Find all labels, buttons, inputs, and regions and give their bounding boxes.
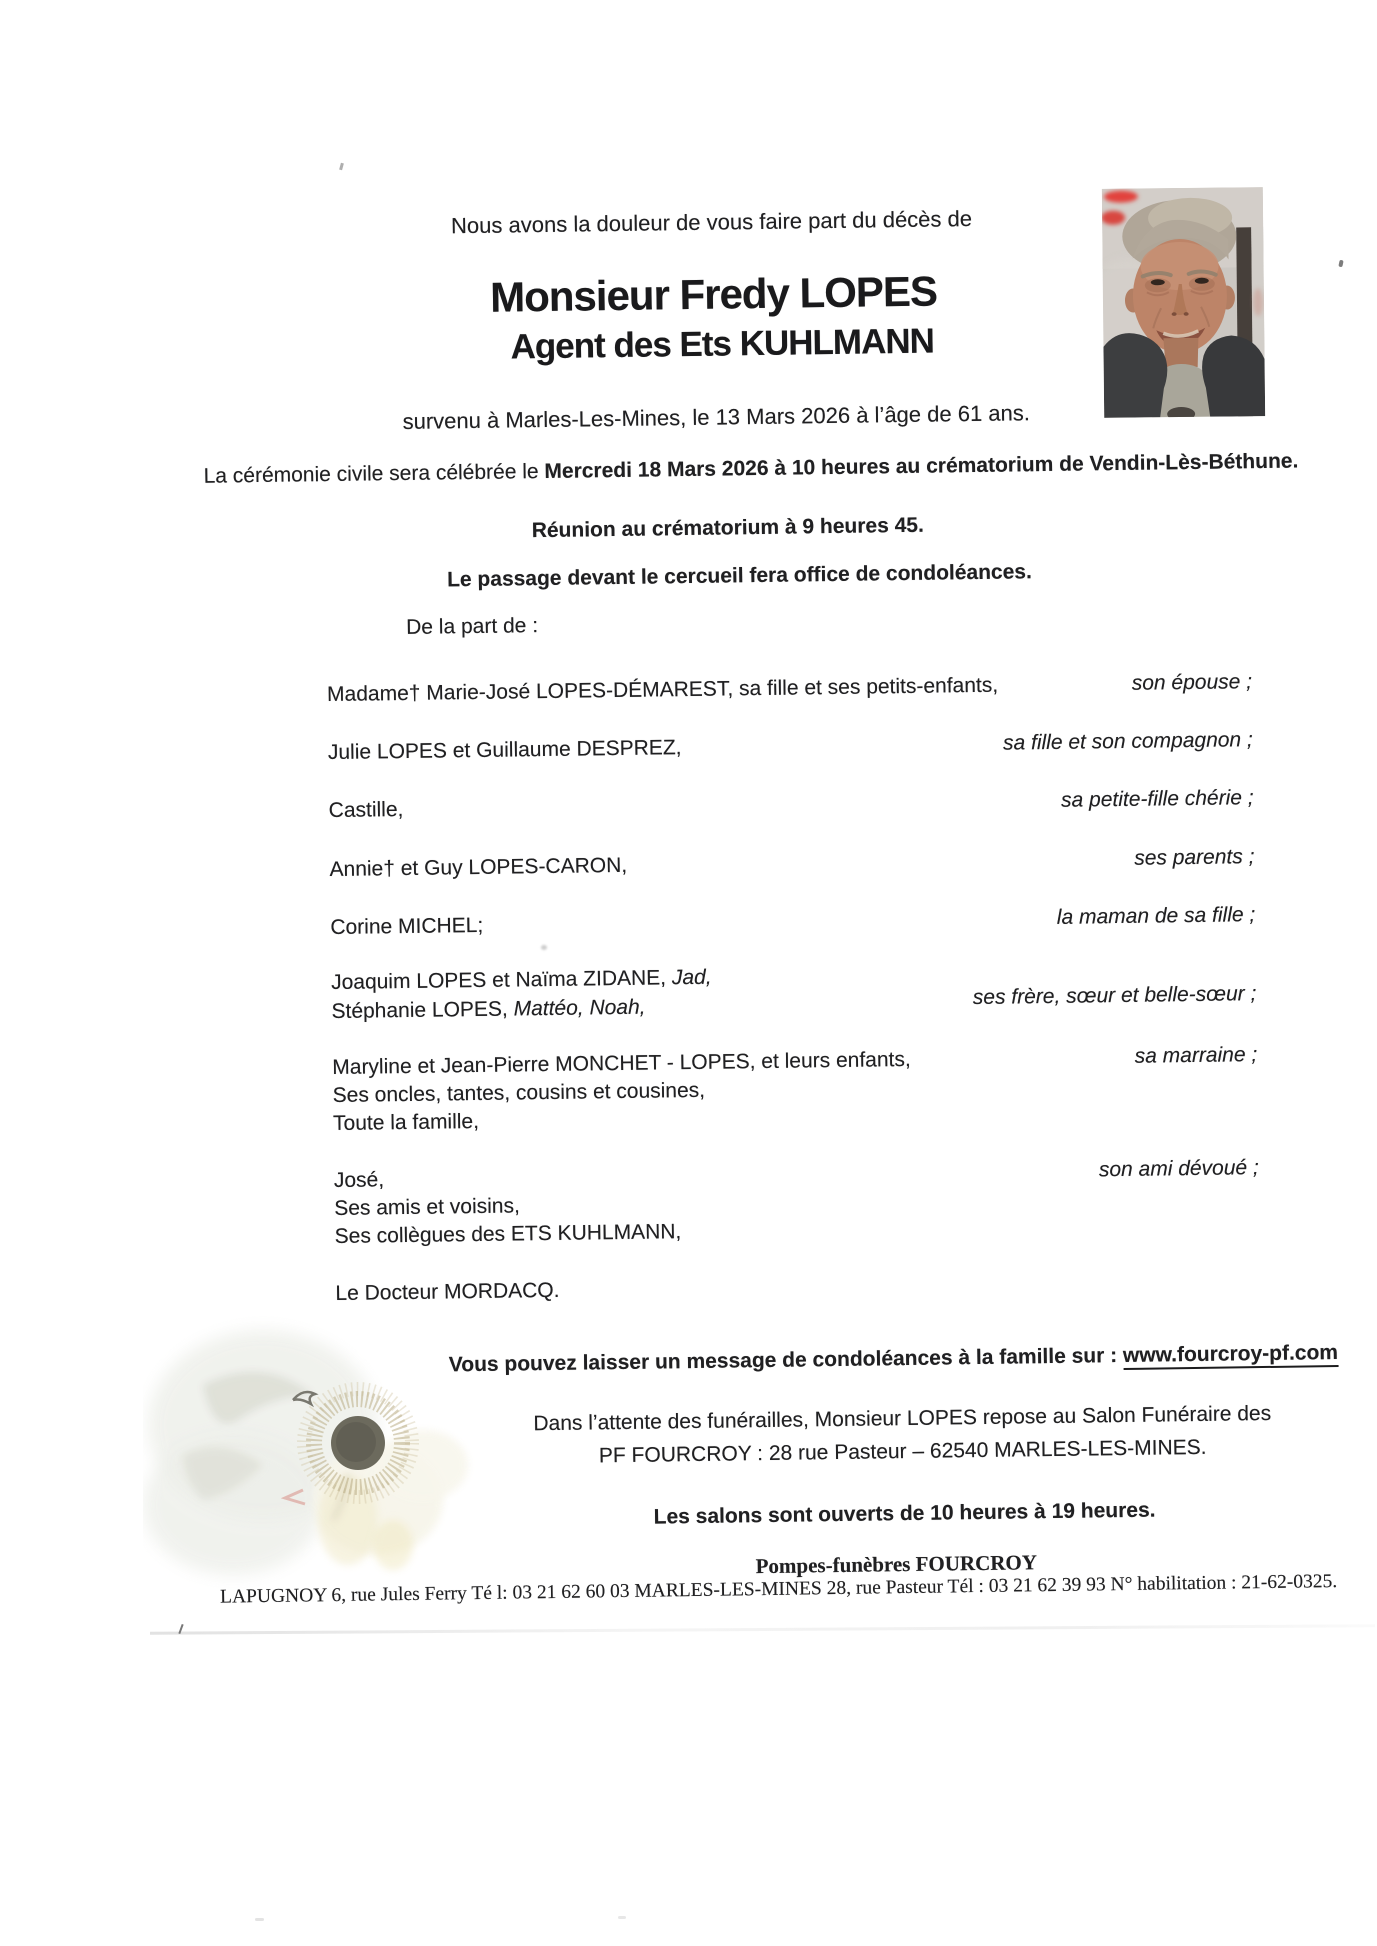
ceremony-line-bold: Mercredi 18 Mars 2026 à 10 heures au crématorium de Vendin-Lès-Béthune. xyxy=(544,449,1299,483)
family-row-mother-of-daughter: Corine MICHEL; xyxy=(330,913,484,940)
relation-label-godmother: sa marraine ; xyxy=(1134,1043,1258,1068)
deceased-name: Monsieur Fredy LOPES xyxy=(489,267,938,321)
siblings-line2-text: Stéphanie LOPES, xyxy=(331,997,514,1024)
relation-label-daughter: sa fille et son compagnon ; xyxy=(1002,728,1253,755)
ceremony-line xyxy=(81,448,1377,491)
intro-line: Nous avons la douleur de vous faire part du décès de xyxy=(450,205,973,239)
family-row-godmother-line3: Toute la famille, xyxy=(332,1109,480,1136)
family-row-friend-line1: José, xyxy=(333,1168,385,1192)
relation-label-granddaughter: sa petite-fille chérie ; xyxy=(1060,786,1254,812)
flower-watermark-illustration xyxy=(143,1315,478,1590)
scan-artifact-speck-bottom-mid xyxy=(618,1916,626,1919)
family-row-doctor: Le Docteur MORDACQ. xyxy=(335,1278,560,1305)
family-row-daughter: Julie LOPES et Guillaume DESPREZ, xyxy=(327,736,682,765)
family-row-godmother-line2: Ses oncles, tantes, cousins et cousines, xyxy=(332,1078,706,1108)
ceremony-line-prefix: La cérémonie civile sera célébrée le xyxy=(203,459,545,488)
relation-label-friend: son ami dévoué ; xyxy=(1098,1156,1259,1182)
repose-line-2: PF FOURCROY : 28 rue Pasteur – 62540 MARLES-LES-MINES. xyxy=(598,1435,1207,1468)
relation-label-spouse: son épouse ; xyxy=(1131,670,1253,695)
funeral-home-addresses: LAPUGNOY 6, rue Jules Ferry Té l: 03 21 62 60 03 MARLES-LES-MINES 28, rue Pasteur Tél : 03 21 62 39 93 N° habilitation : 21-62-0325. xyxy=(219,1571,1338,1608)
funeral-home-name: Pompes-funèbres FOURCROY xyxy=(755,1550,1038,1579)
siblings-line1-text: Joaquim LOPES et Naïma ZIDANE, xyxy=(330,966,673,995)
family-row-spouse: Madame† Marie-José LOPES-DÉMAREST, sa fille et ses petits-enfants, xyxy=(326,673,999,707)
flower-watermark xyxy=(143,1315,478,1590)
from-label: De la part de : xyxy=(406,614,539,639)
family-row-friend-line2: Ses amis et voisins, xyxy=(334,1194,520,1220)
portrait-illustration xyxy=(1102,187,1265,418)
death-details-line: survenu à Marles-Les-Mines, le 13 Mars 2026 à l’âge de 61 ans. xyxy=(402,400,1031,434)
relation-label-parents: ses parents ; xyxy=(1134,845,1255,870)
repose-line-1: Dans l’attente des funérailles, Monsieur LOPES repose au Salon Funéraire des xyxy=(533,1401,1272,1436)
relation-label-siblings: ses frère, sœur et belle-sœur ; xyxy=(972,982,1257,1010)
scan-artifact-speck-bottom-left xyxy=(255,1918,264,1921)
condolence-message-prefix: Vous pouvez laisser un message de condoléances à la famille sur : xyxy=(448,1344,1124,1377)
family-row-godmother-line1: Maryline et Jean-Pierre MONCHET - LOPES, et leurs enfants, xyxy=(332,1047,911,1080)
family-row-granddaughter: Castille, xyxy=(328,797,404,823)
deceased-portrait-photo xyxy=(1102,187,1265,418)
meeting-line: Réunion au crématorium à 9 heures 45. xyxy=(531,513,925,543)
family-row-siblings-line1 xyxy=(331,966,712,995)
deceased-title: Agent des Ets KUHLMANN xyxy=(510,321,935,367)
family-row-siblings-line2 xyxy=(331,996,645,1024)
family-row-parents: Annie† et Guy LOPES-CARON, xyxy=(329,853,628,882)
siblings-line2-italic: Mattéo, Noah, xyxy=(513,995,646,1021)
scan-artifact-dot xyxy=(541,945,547,950)
siblings-line1-italic: Jad, xyxy=(671,965,712,990)
opening-hours-line: Les salons sont ouverts de 10 heures à 19 heures. xyxy=(653,1498,1156,1529)
relation-label-mother-of-daughter: la maman de sa fille ; xyxy=(1056,903,1256,929)
condolence-website-link: www.fourcroy-pf.com xyxy=(1123,1341,1338,1370)
condolence-note-line: Le passage devant le cercueil fera office de condoléances. xyxy=(446,560,1032,592)
family-row-friend-line3: Ses collègues des ETS KUHLMANN, xyxy=(334,1220,682,1248)
